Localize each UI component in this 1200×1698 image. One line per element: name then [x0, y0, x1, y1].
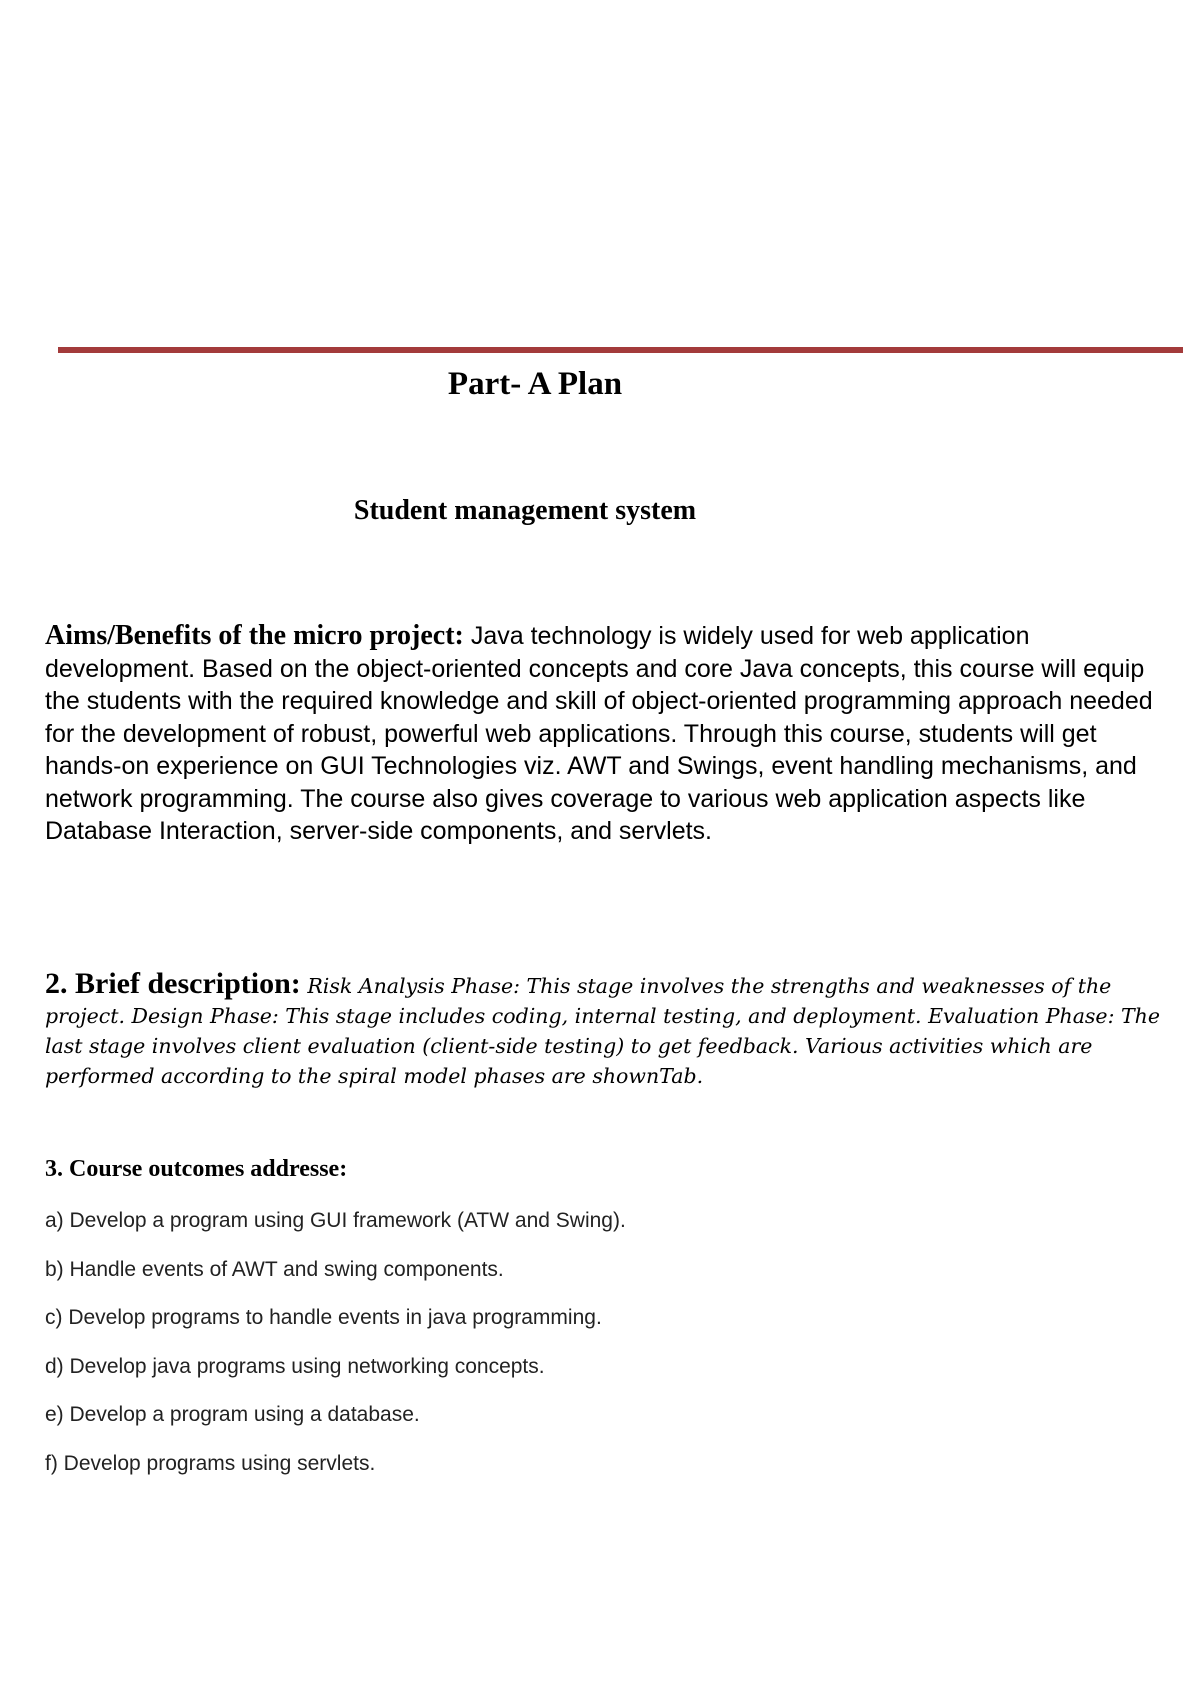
course-outcomes-heading: 3. Course outcomes addresse: — [45, 1156, 348, 1182]
aims-text: Java technology is widely used for web application development. Based on the object-oriented concepts and core Java concepts, this course will equip the students with the required knowledge and skill of object-oriented programming approach needed for the development of robust, powerful web applications. Through this course, students will get hands-on experience on GUI Technologies viz. AWT and Swings, event handling mechanisms, and network programming. The course also gives coverage to various web application aspects like Database Interaction, server-side components, and servlets. — [45, 622, 1153, 845]
aims-label: Aims/Benefits of the micro project: — [45, 620, 464, 651]
list-item: d) Develop java programs using networking concepts. — [45, 1354, 545, 1378]
list-item: f) Develop programs using servlets. — [45, 1451, 376, 1475]
list-item: c) Develop programs to handle events in java programming. — [45, 1306, 602, 1330]
brief-description-text: Risk Analysis Phase: This stage involves the strengths and weaknesses of the project. Design Phase: This stage includes coding, internal testing, and deployment. Evaluation Phase: The last stage involves client evaluation (client-side testing) to get feedback. Various activities which are performed according to the spiral model phases are shownTab. — [45, 974, 1160, 1088]
list-item: b) Handle events of AWT and swing components. — [45, 1257, 504, 1281]
header-rule — [58, 347, 1183, 353]
project-title: Student management system — [353, 495, 697, 526]
aims-paragraph — [45, 620, 1165, 848]
list-item: a) Develop a program using GUI framework (ATW and Swing). — [45, 1209, 626, 1232]
brief-description-label: 2. Brief description: — [45, 967, 301, 1000]
list-item: e) Develop a program using a database. — [45, 1403, 420, 1427]
brief-description-paragraph — [45, 969, 1160, 1091]
course-outcomes-list — [45, 1207, 626, 1499]
page-title: Part- A Plan — [447, 366, 623, 402]
